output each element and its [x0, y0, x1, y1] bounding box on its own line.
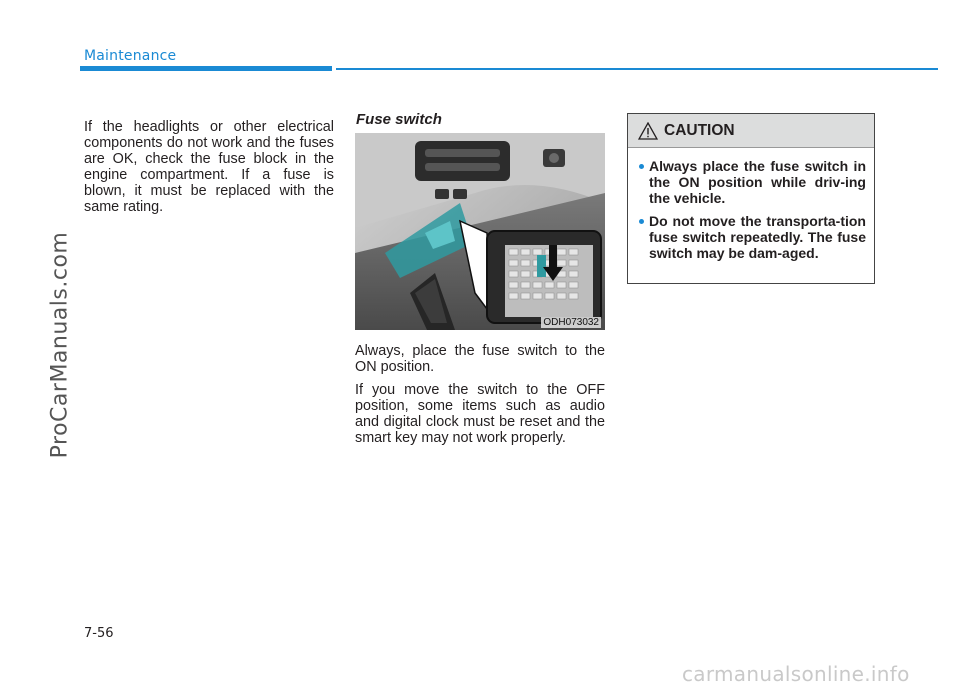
caution-header — [628, 114, 874, 148]
caution-list — [628, 148, 874, 261]
fuse-switch-illustration — [355, 133, 605, 330]
left-column-paragraph: If the headlights or other electrical components do not work and the fuses are OK, check the fuse block in the engine compartment. If a fuse is blown, it must be replaced with the same rating. — [84, 119, 334, 215]
figure-code: ODH073032 — [543, 317, 599, 328]
caution-item: Always place the fuse switch in the ON position while driv-ing the vehicle. — [640, 158, 866, 206]
side-watermark: ProCarManuals.com — [47, 231, 73, 459]
caution-box — [627, 113, 875, 284]
fuse-switch-text — [355, 343, 605, 453]
fuse-switch-heading: Fuse switch — [356, 111, 442, 128]
section-title: Maintenance — [84, 48, 177, 64]
footer-watermark: carmanualsonline.info — [682, 662, 910, 686]
page-number: 7-56 — [84, 626, 114, 641]
header-rule-thick — [80, 66, 332, 71]
caution-title: CAUTION — [664, 121, 735, 139]
fuse-switch-figure — [355, 133, 605, 330]
fuse-switch-paragraph: If you move the switch to the OFF position, some items such as audio and digital clock must be reset and the smart key may not work properly. — [355, 382, 605, 446]
fuse-switch-paragraph: Always, place the fuse switch to the ON position. — [355, 343, 605, 375]
caution-item: Do not move the transporta-tion fuse switch repeatedly. The fuse switch may be dam-aged. — [640, 213, 866, 261]
header-rule-thin — [336, 68, 938, 70]
warning-triangle-icon — [638, 122, 658, 140]
